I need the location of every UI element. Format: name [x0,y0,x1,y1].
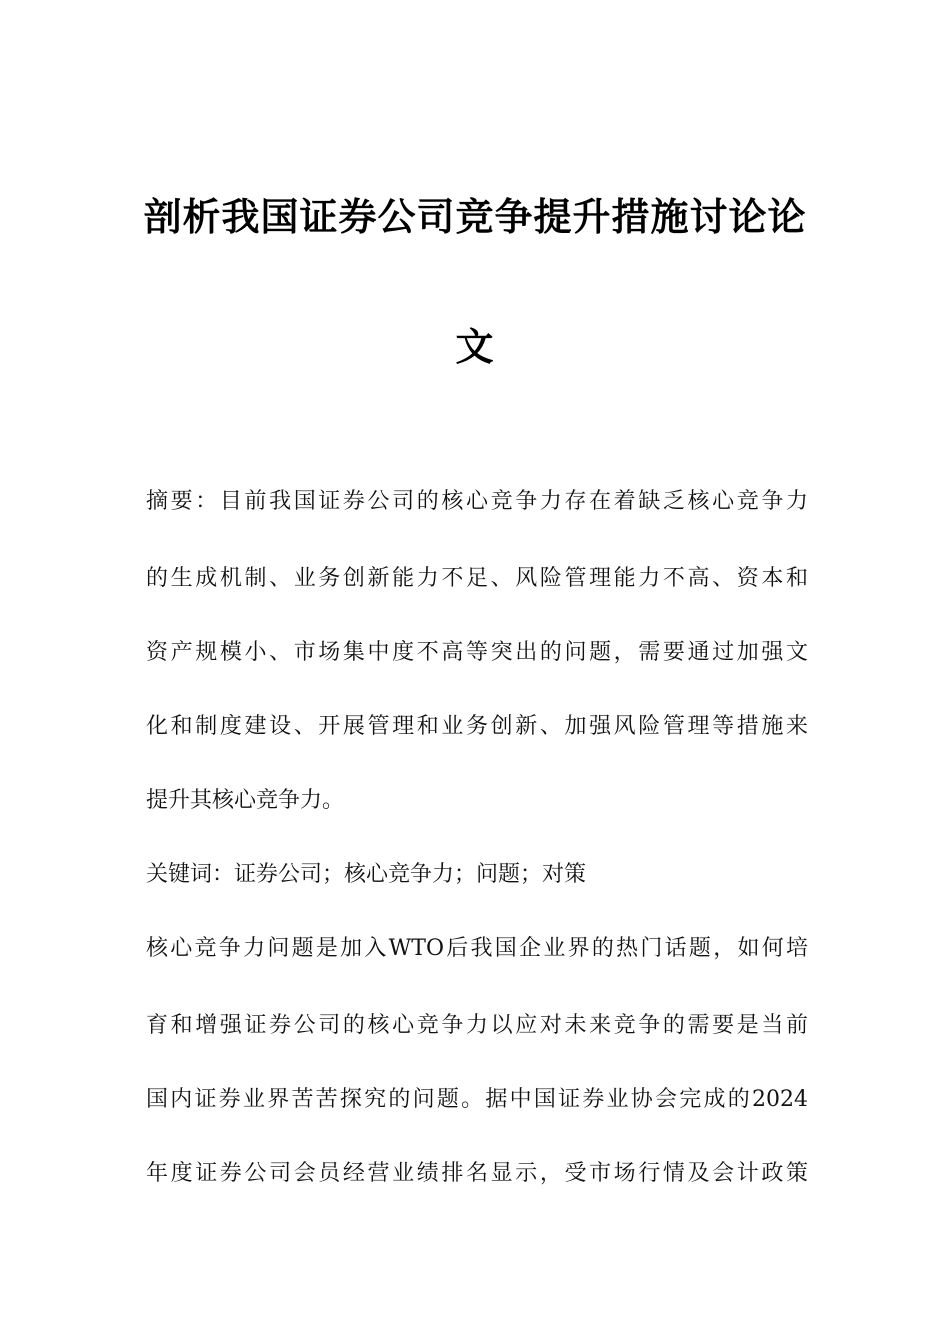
abstract-line: 化和制度建设、开展管理和业务创新、加强风险管理等措施来 [146,714,808,739]
keywords-line: 关键词：证券公司；核心竞争力；问题；对策 [146,862,587,887]
abstract-line: 资产规模小、市场集中度不高等突出的问题，需要通过加强文 [146,640,808,665]
abstract-line: 的生成机制、业务创新能力不足、风险管理能力不高、资本和 [146,566,808,591]
document-title-line-1: 剖析我国证券公司竞争提升措施讨论论 [143,195,807,239]
document-title-line-2: 文 [455,325,495,369]
body-line: 育和增强证券公司的核心竞争力以应对未来竞争的需要是当前 [146,1013,808,1038]
body-line: 年度证券公司会员经营业绩排名显示，受市场行情及会计政策 [146,1161,808,1186]
abstract-line: 摘要：目前我国证券公司的核心竞争力存在着缺乏核心竞争力 [146,489,808,514]
body-line: 核心竞争力问题是加入WTO后我国企业界的热门话题，如何培 [146,936,808,961]
abstract-line: 提升其核心竞争力。 [146,788,345,813]
body-line: 国内证券业界苦苦探究的问题。据中国证券业协会完成的2024 [146,1087,808,1112]
